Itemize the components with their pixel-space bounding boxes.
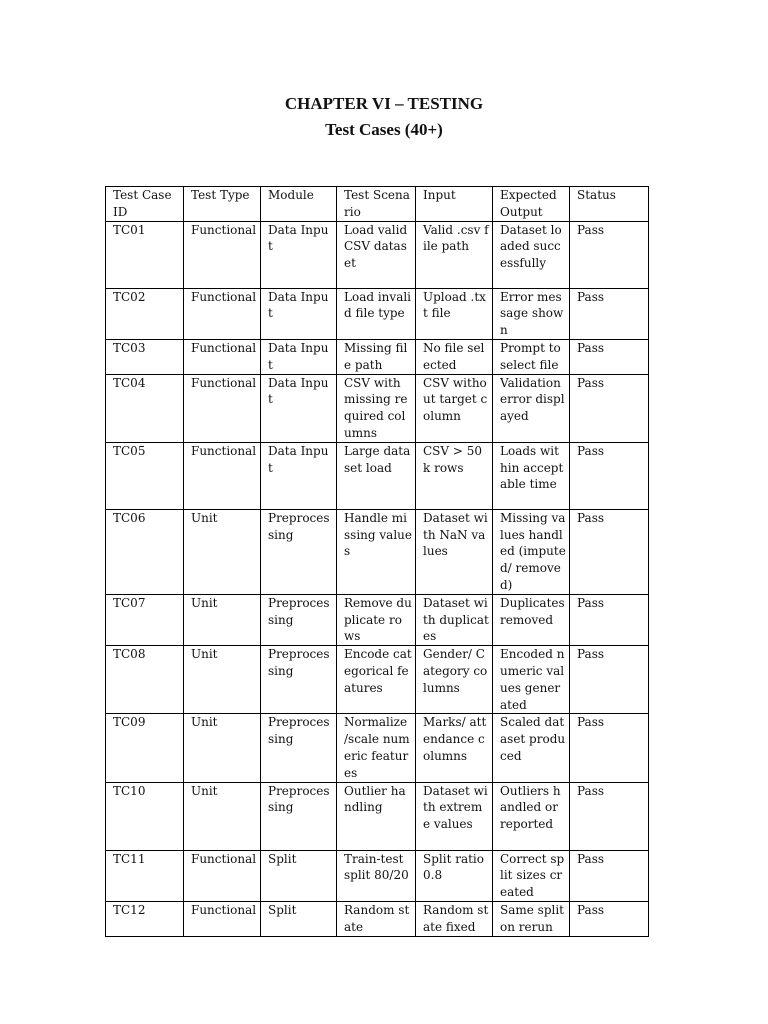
- table-row: [106, 339, 649, 374]
- cell-expected-output: Outliers handled or reported: [493, 782, 570, 850]
- header-module: Module: [261, 187, 337, 222]
- cell-test-scenario: Normalize /scale numeric features: [337, 714, 416, 782]
- cell-test-scenario: Load valid CSV dataset: [337, 221, 416, 288]
- cell-test-case-id: TC11: [106, 850, 184, 901]
- table-row: [106, 442, 649, 509]
- cell-test-scenario: Remove duplicate rows: [337, 594, 416, 645]
- cell-module: Data Input: [261, 221, 337, 288]
- cell-test-scenario: Large dataset load: [337, 442, 416, 509]
- table-row: [106, 509, 649, 594]
- cell-module: Data Input: [261, 442, 337, 509]
- cell-expected-output: Duplicates removed: [493, 594, 570, 645]
- cell-test-case-id: TC02: [106, 288, 184, 339]
- cell-test-type: Unit: [184, 594, 261, 645]
- header-status: Status: [570, 187, 649, 222]
- cell-test-case-id: TC05: [106, 442, 184, 509]
- header-input: Input: [416, 187, 493, 222]
- cell-input: Dataset with duplicates: [416, 594, 493, 645]
- cell-test-type: Unit: [184, 714, 261, 782]
- table-row: [106, 594, 649, 645]
- cell-input: CSV > 50k rows: [416, 442, 493, 509]
- cell-expected-output: Error message shown: [493, 288, 570, 339]
- cell-expected-output: Loads within acceptable time: [493, 442, 570, 509]
- cell-status: Pass: [570, 901, 649, 936]
- cell-status: Pass: [570, 509, 649, 594]
- cell-status: Pass: [570, 850, 649, 901]
- table-body: [106, 221, 649, 936]
- cell-module: Data Input: [261, 374, 337, 442]
- cell-input: Gender/ Category columns: [416, 646, 493, 714]
- cell-test-scenario: Load invalid file type: [337, 288, 416, 339]
- cell-test-case-id: TC01: [106, 221, 184, 288]
- cell-status: Pass: [570, 339, 649, 374]
- section-subtitle: Test Cases (40+): [325, 120, 443, 139]
- cell-expected-output: Encoded numeric values generated: [493, 646, 570, 714]
- cell-test-scenario: Encode categorical features: [337, 646, 416, 714]
- cell-test-scenario: Missing file path: [337, 339, 416, 374]
- cell-module: Preprocessing: [261, 782, 337, 850]
- cell-status: Pass: [570, 221, 649, 288]
- table-row: [106, 288, 649, 339]
- cell-test-case-id: TC12: [106, 901, 184, 936]
- cell-input: Marks/ attendance columns: [416, 714, 493, 782]
- cell-test-case-id: TC09: [106, 714, 184, 782]
- cell-test-case-id: TC07: [106, 594, 184, 645]
- cell-status: Pass: [570, 646, 649, 714]
- cell-test-scenario: CSV with missing required columns: [337, 374, 416, 442]
- cell-status: Pass: [570, 714, 649, 782]
- cell-module: Preprocessing: [261, 646, 337, 714]
- cell-test-type: Functional: [184, 288, 261, 339]
- table-header-row: [106, 187, 649, 222]
- table-row: [106, 782, 649, 850]
- cell-module: Split: [261, 850, 337, 901]
- cell-module: Data Input: [261, 288, 337, 339]
- cell-test-type: Functional: [184, 374, 261, 442]
- cell-test-case-id: TC03: [106, 339, 184, 374]
- table-row: [106, 714, 649, 782]
- cell-test-type: Unit: [184, 509, 261, 594]
- cell-test-case-id: TC06: [106, 509, 184, 594]
- cell-input: CSV without target column: [416, 374, 493, 442]
- table-row: [106, 221, 649, 288]
- cell-module: Split: [261, 901, 337, 936]
- cell-expected-output: Correct split sizes created: [493, 850, 570, 901]
- cell-module: Preprocessing: [261, 714, 337, 782]
- cell-expected-output: Same split on rerun: [493, 901, 570, 936]
- table-row: [106, 374, 649, 442]
- cell-expected-output: Prompt to select file: [493, 339, 570, 374]
- cell-status: Pass: [570, 288, 649, 339]
- cell-status: Pass: [570, 782, 649, 850]
- cell-test-scenario: Outlier handling: [337, 782, 416, 850]
- cell-test-scenario: Handle missing values: [337, 509, 416, 594]
- cell-test-type: Functional: [184, 850, 261, 901]
- cell-status: Pass: [570, 594, 649, 645]
- cell-status: Pass: [570, 442, 649, 509]
- header-expected-output: Expected Output: [493, 187, 570, 222]
- test-cases-table: [105, 186, 649, 937]
- cell-input: Split ratio 0.8: [416, 850, 493, 901]
- cell-expected-output: Missing values handled (imputed/ removed): [493, 509, 570, 594]
- cell-expected-output: Dataset loaded successfully: [493, 221, 570, 288]
- cell-test-type: Functional: [184, 339, 261, 374]
- cell-status: Pass: [570, 374, 649, 442]
- table-row: [106, 850, 649, 901]
- cell-module: Preprocessing: [261, 509, 337, 594]
- cell-test-scenario: Random state: [337, 901, 416, 936]
- header-test-type: Test Type: [184, 187, 261, 222]
- cell-module: Preprocessing: [261, 594, 337, 645]
- cell-input: Dataset with NaN values: [416, 509, 493, 594]
- cell-input: Dataset with extreme values: [416, 782, 493, 850]
- cell-module: Data Input: [261, 339, 337, 374]
- chapter-title: CHAPTER VI – TESTING: [284, 94, 484, 113]
- cell-test-type: Unit: [184, 782, 261, 850]
- cell-expected-output: Scaled dataset produced: [493, 714, 570, 782]
- cell-test-case-id: TC04: [106, 374, 184, 442]
- table-row: [106, 646, 649, 714]
- cell-expected-output: Validation error displayed: [493, 374, 570, 442]
- cell-test-type: Functional: [184, 901, 261, 936]
- header-test-scenario: Test Scenario: [337, 187, 416, 222]
- cell-test-type: Functional: [184, 442, 261, 509]
- cell-test-case-id: TC08: [106, 646, 184, 714]
- cell-test-scenario: Train-test split 80/20: [337, 850, 416, 901]
- cell-input: Random state fixed: [416, 901, 493, 936]
- cell-input: No file selected: [416, 339, 493, 374]
- cell-input: Valid .csv file path: [416, 221, 493, 288]
- cell-test-type: Functional: [184, 221, 261, 288]
- cell-test-case-id: TC10: [106, 782, 184, 850]
- cell-input: Upload .txt file: [416, 288, 493, 339]
- table-row: [106, 901, 649, 936]
- header-test-case-id: Test Case ID: [106, 187, 184, 222]
- cell-test-type: Unit: [184, 646, 261, 714]
